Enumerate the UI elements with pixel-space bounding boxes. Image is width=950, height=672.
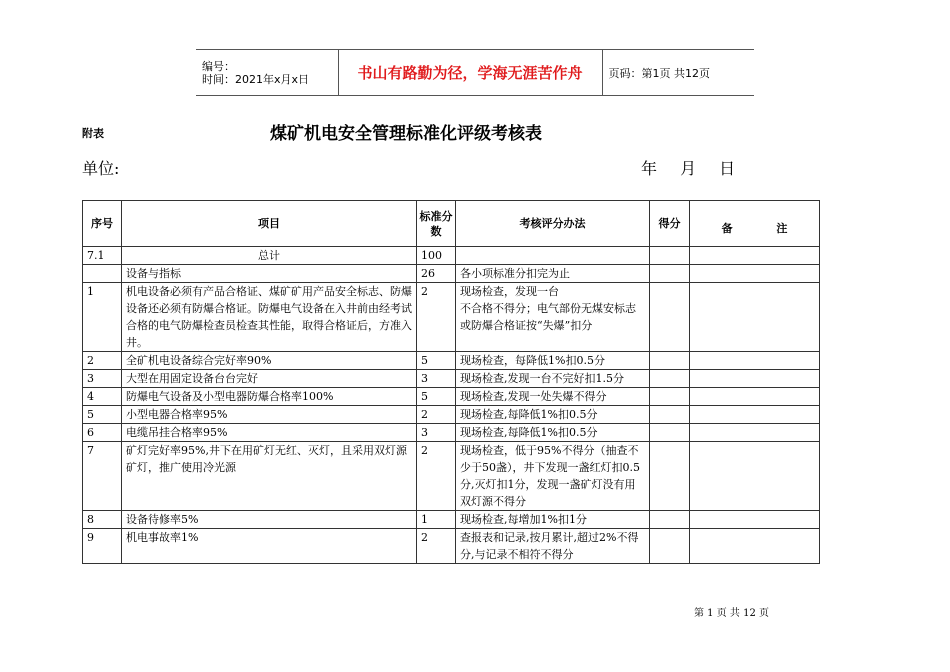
page-footer: 第 1 页 共 12 页 [694, 608, 769, 619]
cell-method: 现场检查，每降低1%扣0.5分 [456, 352, 650, 370]
cell-no: 2 [83, 352, 122, 370]
table-row [83, 388, 820, 406]
cell-std: 2 [417, 283, 456, 352]
unit-label: 单位: [82, 159, 120, 178]
header-number: 编号： [202, 59, 235, 73]
table-row [83, 283, 820, 352]
table-row [83, 265, 820, 283]
table-row [83, 529, 820, 564]
cell-item: 机电设备必须有产品合格证、煤矿矿用产品安全标志、防爆设备还必须有防爆合格证。防爆电气设备在入井前由经考试合格的电气防爆检查员检查其性能，取得合格证后，方准入井。 [122, 283, 417, 352]
cell-score [650, 265, 690, 283]
cell-item: 全矿机电设备综合完好率90% [122, 352, 417, 370]
cell-method: 现场检查，低于95%不得分（抽查不少于50盏），井下发现一盏红灯扣0.5分,灭灯扣1分，发现一盏矿灯没有用双灯源不得分 [456, 442, 650, 511]
date-label: 年 月 日 [641, 159, 736, 178]
cell-no: 7.1 [83, 247, 122, 265]
page-header [196, 49, 754, 96]
cell-no: 5 [83, 406, 122, 424]
cell-score [650, 388, 690, 406]
cell-score [650, 424, 690, 442]
cell-no: 8 [83, 511, 122, 529]
cell-std: 5 [417, 352, 456, 370]
table-row [83, 406, 820, 424]
cell-remark [690, 406, 820, 424]
cell-item: 总计 [122, 247, 417, 265]
cell-std: 3 [417, 424, 456, 442]
cell-std: 5 [417, 388, 456, 406]
col-header-item: 项目 [122, 201, 417, 247]
cell-no: 3 [83, 370, 122, 388]
cell-remark [690, 247, 820, 265]
cell-no [83, 265, 122, 283]
cell-score [650, 247, 690, 265]
cell-item: 矿灯完好率95%,井下在用矿灯无红、灭灯，且采用双灯源矿灯，推广使用冷光源 [122, 442, 417, 511]
assessment-table [82, 200, 820, 564]
cell-remark [690, 442, 820, 511]
cell-method [456, 247, 650, 265]
table-row [83, 352, 820, 370]
cell-method: 现场检查，发现一台 不合格不得分；电气部份无煤安标志或防爆合格证按“失爆”扣分 [456, 283, 650, 352]
cell-remark [690, 511, 820, 529]
cell-std: 1 [417, 511, 456, 529]
appendix-label: 附表 [82, 127, 104, 140]
cell-remark [690, 424, 820, 442]
cell-std: 2 [417, 529, 456, 564]
header-page-info: 页码：第1页 共12页 [602, 50, 754, 96]
cell-no: 6 [83, 424, 122, 442]
cell-item: 设备与指标 [122, 265, 417, 283]
cell-remark [690, 352, 820, 370]
cell-no: 9 [83, 529, 122, 564]
col-header-score: 得分 [650, 201, 690, 247]
cell-remark [690, 370, 820, 388]
header-time: 时间：2021年x月x日 [202, 72, 310, 86]
cell-method: 现场检查,发现一台不完好扣1.5分 [456, 370, 650, 388]
document-title: 煤矿机电安全管理标准化评级考核表 [270, 124, 542, 144]
header-motto: 书山有路勤为径，学海无涯苦作舟 [338, 50, 602, 96]
cell-item: 设备待修率5% [122, 511, 417, 529]
cell-std: 26 [417, 265, 456, 283]
cell-std: 2 [417, 406, 456, 424]
col-header-no: 序号 [83, 201, 122, 247]
cell-score [650, 370, 690, 388]
cell-method: 现场检查,每降低1%扣0.5分 [456, 406, 650, 424]
col-header-method: 考核评分办法 [456, 201, 650, 247]
cell-item: 机电事故率1% [122, 529, 417, 564]
cell-score [650, 442, 690, 511]
table-row [83, 424, 820, 442]
header-meta [196, 50, 338, 96]
cell-remark [690, 283, 820, 352]
table-row [83, 442, 820, 511]
cell-method: 现场检查,发现一处失爆不得分 [456, 388, 650, 406]
cell-std: 2 [417, 442, 456, 511]
cell-method: 现场检查,每降低1%扣0.5分 [456, 424, 650, 442]
cell-remark [690, 265, 820, 283]
cell-remark [690, 529, 820, 564]
table-row [83, 511, 820, 529]
col-header-std: 标准分数 [417, 201, 456, 247]
cell-method: 各小项标准分扣完为止 [456, 265, 650, 283]
cell-remark [690, 388, 820, 406]
cell-no: 7 [83, 442, 122, 511]
col-header-remark: 备 注 [690, 201, 820, 247]
cell-score [650, 529, 690, 564]
cell-score [650, 352, 690, 370]
cell-score [650, 406, 690, 424]
cell-item: 电缆吊挂合格率95% [122, 424, 417, 442]
cell-no: 4 [83, 388, 122, 406]
table-header-row [83, 201, 820, 247]
cell-method: 现场检查,每增加1%扣1分 [456, 511, 650, 529]
cell-method: 查报表和记录,按月累计,超过2%不得分,与记录不相符不得分 [456, 529, 650, 564]
cell-std: 100 [417, 247, 456, 265]
cell-item: 大型在用固定设备台台完好 [122, 370, 417, 388]
cell-item: 防爆电气设备及小型电器防爆合格率100% [122, 388, 417, 406]
cell-score [650, 283, 690, 352]
cell-score [650, 511, 690, 529]
table-row [83, 370, 820, 388]
cell-std: 3 [417, 370, 456, 388]
cell-item: 小型电器合格率95% [122, 406, 417, 424]
table-row [83, 247, 820, 265]
cell-no: 1 [83, 283, 122, 352]
